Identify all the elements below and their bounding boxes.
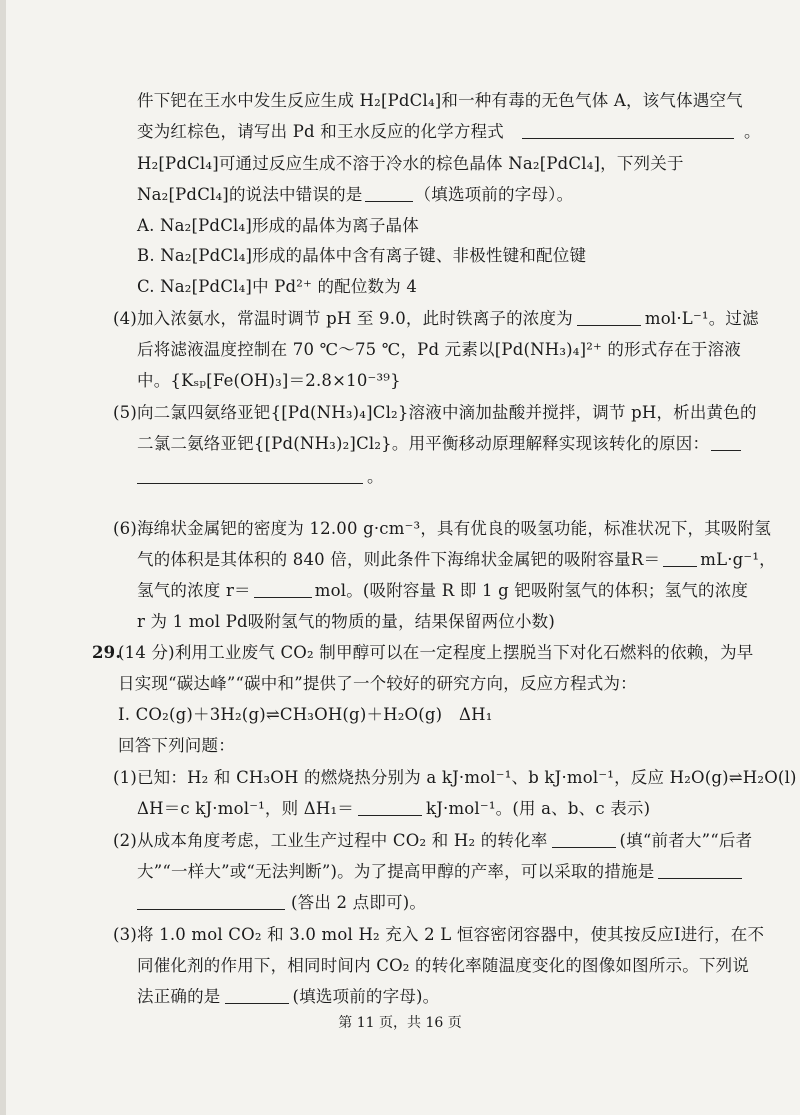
reaction-equation: Ⅰ. CO₂(g)＋3H₂(g)⇌CH₃OH(g)＋H₂O(g) ΔH₁ bbox=[118, 705, 493, 724]
answer-blank[interactable] bbox=[254, 581, 312, 598]
question-number: 29. bbox=[92, 643, 122, 662]
answer-blank[interactable] bbox=[522, 122, 734, 139]
text-line: (14 分)利用工业废气 CO₂ 制甲醇可以在一定程度上摆脱当下对化石燃料的依赖，为早 bbox=[118, 643, 754, 662]
text-line: 件下钯在王水中发生反应生成 H₂[PdCl₄]和一种有毒的无色气体 A，该气体遇空气 bbox=[137, 91, 743, 110]
text-line: Na₂[PdCl₄]的说法中错误的是 （填选项前的字母）。 bbox=[137, 185, 574, 204]
text-line: (1)已知：H₂ 和 CH₃OH 的燃烧热分别为 a kJ·mol⁻¹、b kJ·mol⁻¹，反应 H₂O(g)⇌H₂O(l) bbox=[113, 768, 797, 787]
answer-blank[interactable] bbox=[658, 862, 742, 879]
text-line: 大”“一样大”或“无法判断”)。为了提高甲醇的产率，可以采取的措施是 bbox=[137, 861, 742, 883]
text-line: 氢气的浓度 r＝ mol。(吸附容量 R 即 1 g 钯吸附氢气的体积；氢气的浓度 bbox=[137, 581, 749, 600]
answer-blank[interactable] bbox=[552, 831, 616, 848]
text-line: H₂[PdCl₄]可通过反应生成不溶于冷水的棕色晶体 Na₂[PdCl₄]，下列关于 bbox=[137, 154, 684, 173]
text-line: 后将滤液温度控制在 70 ℃～75 ℃，Pd 元素以[Pd(NH₃)₄]²⁺ 的形式存在于溶液 bbox=[137, 340, 741, 359]
text-line: ΔH＝c kJ·mol⁻¹，则 ΔH₁＝ kJ·mol⁻¹。(用 a、b、c 表示) bbox=[137, 799, 651, 818]
text-line: 二氯二氨络亚钯{[Pd(NH₃)₂]Cl₂}。用平衡移动原理解释实现该转化的原因： bbox=[137, 433, 741, 455]
answer-blank[interactable] bbox=[225, 987, 289, 1004]
text-line: r 为 1 mol Pd吸附氢气的物质的量，结果保留两位小数) bbox=[137, 612, 556, 631]
text-line: 气的体积是其体积的 840 倍，则此条件下海绵状金属钯的吸附容量R＝ mL·g⁻¹， bbox=[137, 550, 776, 569]
text-line: 变为红棕色，请写出 Pd 和王水反应的化学方程式 。 bbox=[137, 122, 761, 141]
text-line: (答出 2 点即可)。 bbox=[137, 892, 426, 914]
answer-blank[interactable] bbox=[358, 799, 422, 816]
text-line: 同催化剂的作用下，相同时间内 CO₂ 的转化率随温度变化的图像如图所示。下列说 bbox=[137, 956, 750, 975]
text-line: (5)向二氯四氨络亚钯{[Pd(NH₃)₄]Cl₂}溶液中滴加盐酸并搅拌，调节 pH，析出黄色的 bbox=[113, 403, 757, 422]
text-line: (2)从成本角度考虑，工业生产过程中 CO₂ 和 H₂ 的转化率 (填“前者大”“后者 bbox=[113, 831, 753, 850]
option-a: A. Na₂[PdCl₄]形成的晶体为离子晶体 bbox=[137, 216, 419, 235]
text-line: (4)加入浓氨水，常温时调节 pH 至 9.0，此时铁离子的浓度为 mol·L⁻¹。过滤 bbox=[113, 309, 759, 328]
option-c: C. Na₂[PdCl₄]中 Pd²⁺ 的配位数为 4 bbox=[137, 277, 418, 296]
answer-blank[interactable] bbox=[365, 185, 413, 202]
text-line: 日实现“碳达峰”“碳中和”提供了一个较好的研究方向，反应方程式为： bbox=[118, 674, 637, 693]
text-line: (3)将 1.0 mol CO₂ 和 3.0 mol H₂ 充入 2 L 恒容密闭容器中，使其按反应Ⅰ进行，在不 bbox=[113, 925, 765, 944]
answer-blank[interactable] bbox=[577, 309, 641, 326]
text-line: 回答下列问题： bbox=[118, 736, 235, 755]
page-footer: 第 11 页，共 16 页 bbox=[338, 1015, 462, 1031]
answer-blank[interactable] bbox=[663, 550, 697, 567]
answer-blank[interactable] bbox=[137, 893, 285, 910]
answer-blank[interactable] bbox=[137, 467, 363, 484]
option-b: B. Na₂[PdCl₄]形成的晶体中含有离子键、非极性键和配位键 bbox=[137, 246, 587, 265]
text-line: 法正确的是 (填选项前的字母)。 bbox=[137, 987, 440, 1006]
text-line: 中。{Kₛₚ[Fe(OH)₃]＝2.8×10⁻³⁹} bbox=[137, 371, 401, 390]
scan-edge bbox=[0, 0, 6, 1115]
text-line: (6)海绵状金属钯的密度为 12.00 g·cm⁻³，具有优良的吸氢功能，标准状况下，其吸附氢 bbox=[113, 519, 772, 538]
answer-blank[interactable] bbox=[711, 434, 741, 451]
text-line: 。 bbox=[137, 466, 384, 488]
